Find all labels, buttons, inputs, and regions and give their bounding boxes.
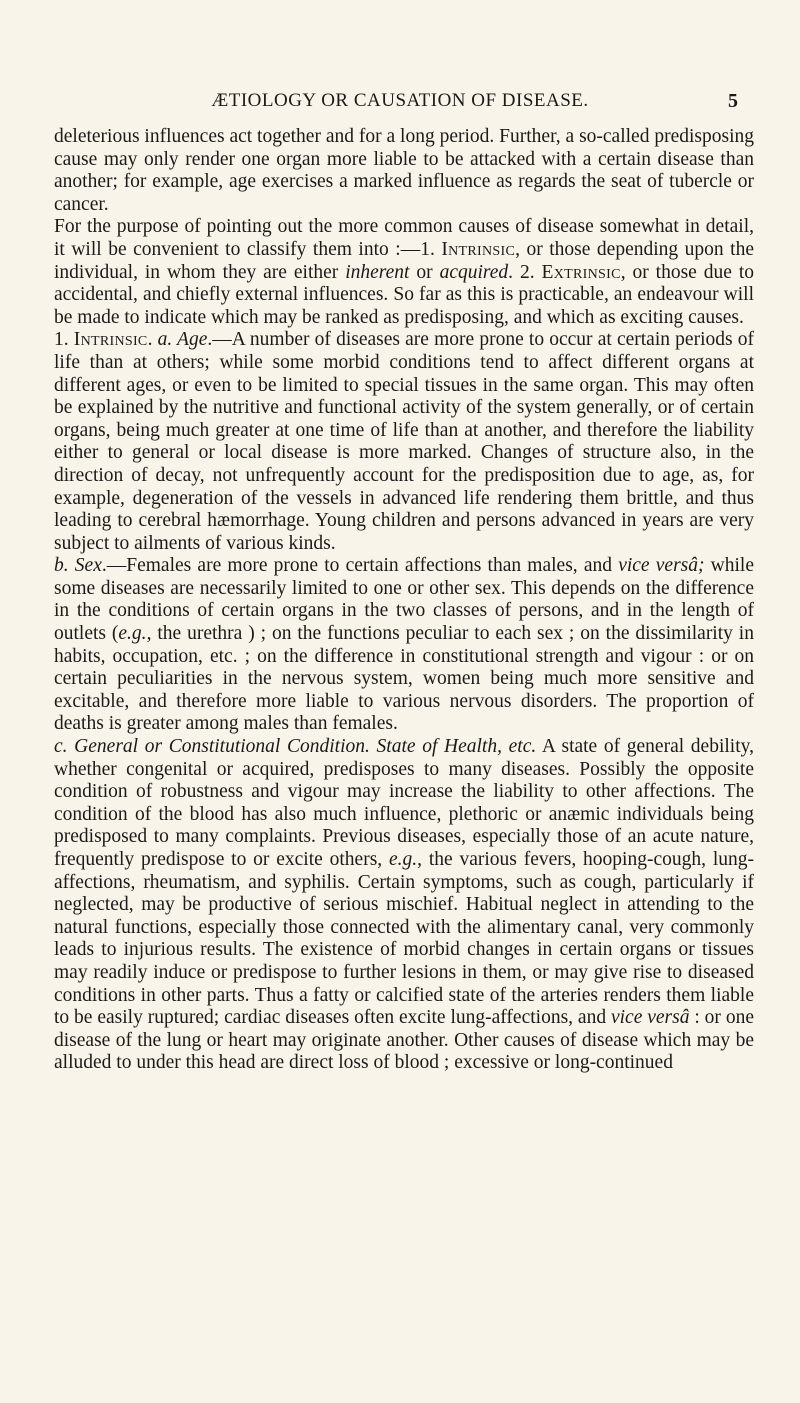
paragraph-1: deleterious influences act together and for a long period. Further, a so-called predisposing cause may only render one organ more liable to be attacked with a certain disease than another; for example, age exercises a marked influence as regards the seat of tubercle or cancer. — [54, 126, 754, 215]
body-text — [54, 126, 754, 1075]
term-extrinsic: Extrinsic — [541, 261, 621, 283]
running-head-title: ÆTIOLOGY OR CAUSATION OF DISEASE. — [211, 90, 589, 111]
text-run: , or those depending upon the individual, in whom they are either — [54, 238, 754, 283]
running-head — [0, 90, 800, 114]
text-run: .—Females are more prone to certain affections than males, and — [101, 555, 619, 577]
text-run: while some diseases are necessarily limited to one or other sex. This depends on the difference in the conditions of certain organs in the two classes of persons, and in the length of outlets ( — [54, 555, 755, 645]
paragraph-classification — [54, 216, 754, 329]
term-intrinsic: Intrinsic — [441, 238, 516, 260]
phrase-eg: e.g. — [388, 849, 418, 870]
text-run: A state of general debility, whether congenital or acquired, predisposes to many diseases. Possibly the opposite condition of robustness and vigour may increase the liability to other affections. The condition of the blood has also much influence, plethoric or anæmic individuals being predisposed to many complaints. Previous diseases, especially those of an acute nature, frequently predispose to or excite others, — [54, 736, 754, 870]
text-run: : or one disease of the lung or heart may originate another. Other causes of disease which may be alluded to under this head are direct loss of blood ; excessive or long-continued — [54, 1007, 754, 1074]
text-run: . 2. — [508, 261, 542, 283]
phrase-vice-versa: vice versâ — [610, 1007, 690, 1029]
text-run: or — [409, 261, 440, 283]
term-acquired: acquired — [439, 261, 509, 283]
subsection-label-age: a. Age — [157, 329, 208, 351]
text-run: , the urethra ) ; on the functions peculiar to each sex ; on the dissimilarity in habits, occupation, etc. ; on the difference in constitutional strength and vigour : or on certain peculiarities in the nervous system, women being much more sensitive and excitable, and therefore more liable to various nervous disorders. The proportion of deaths is greater among males than females. — [54, 623, 754, 735]
subsection-label-sex: b. Sex — [54, 555, 102, 577]
section-intrinsic: Intrinsic — [73, 329, 148, 351]
text-run: . — [147, 329, 158, 351]
page-number: 5 — [728, 90, 738, 112]
text-run: For the purpose of pointing out the more common causes of disease somewhat in detail, it will be convenient to classify them into :—1. — [54, 216, 754, 260]
paragraph-constitution — [54, 736, 754, 1075]
text-run: , the various fevers, hooping-cough, lung-affections, rheumatism, and syphilis. Certain symptoms, such as cough, particularly if neglected, may be productive of serious mischief. Habitual neglect in attending to the natural functions, especially those connected with the alimentary canal, very commonly leads to injurious results. The existence of morbid changes in certain organs or tissues may readily induce or predispose to further lesions in them, or may give rise to diseased conditions in other parts. Thus a fatty or calcified state of the arteries renders them liable to be easily ruptured; cardiac diseases often excite lung-affections, and — [54, 849, 754, 1029]
text-run: , or those due to accidental, and chiefly external influences. So far as this is practicable, an endeavour will be made to indicate which may be ranked as predisposing, and which as exciting causes. — [54, 261, 755, 328]
section-number: 1. — [54, 329, 74, 351]
phrase-vice-versa: vice versâ; — [618, 555, 705, 577]
paragraph-sex — [54, 555, 754, 736]
text-run: .—A number of diseases are more prone to occur at certain periods of life than at others; while some morbid conditions tend to affect different organs at different ages, or even to be limited to special tissues in the same organ. This may often be explained by the nutritive and functional activity of the system generally, or of certain organs, being much greater at one time of life than at another, and therefore the liability either to general or local disease is more marked. Changes of structure also, in the direction of decay, not unfrequently account for the predisposition due to age, as, for example, degeneration of the vessels in advanced life rendering them brittle, and thus leading to cerebral hæmorrhage. Young children and persons advanced in years are very subject to ailments of various kinds. — [54, 329, 754, 554]
paragraph-age — [54, 329, 754, 555]
term-inherent: inherent — [345, 261, 410, 283]
subsection-label-constitution: c. General or Constitutional Condition. State of Health, etc. — [54, 736, 537, 758]
phrase-eg: e.g. — [118, 623, 147, 645]
